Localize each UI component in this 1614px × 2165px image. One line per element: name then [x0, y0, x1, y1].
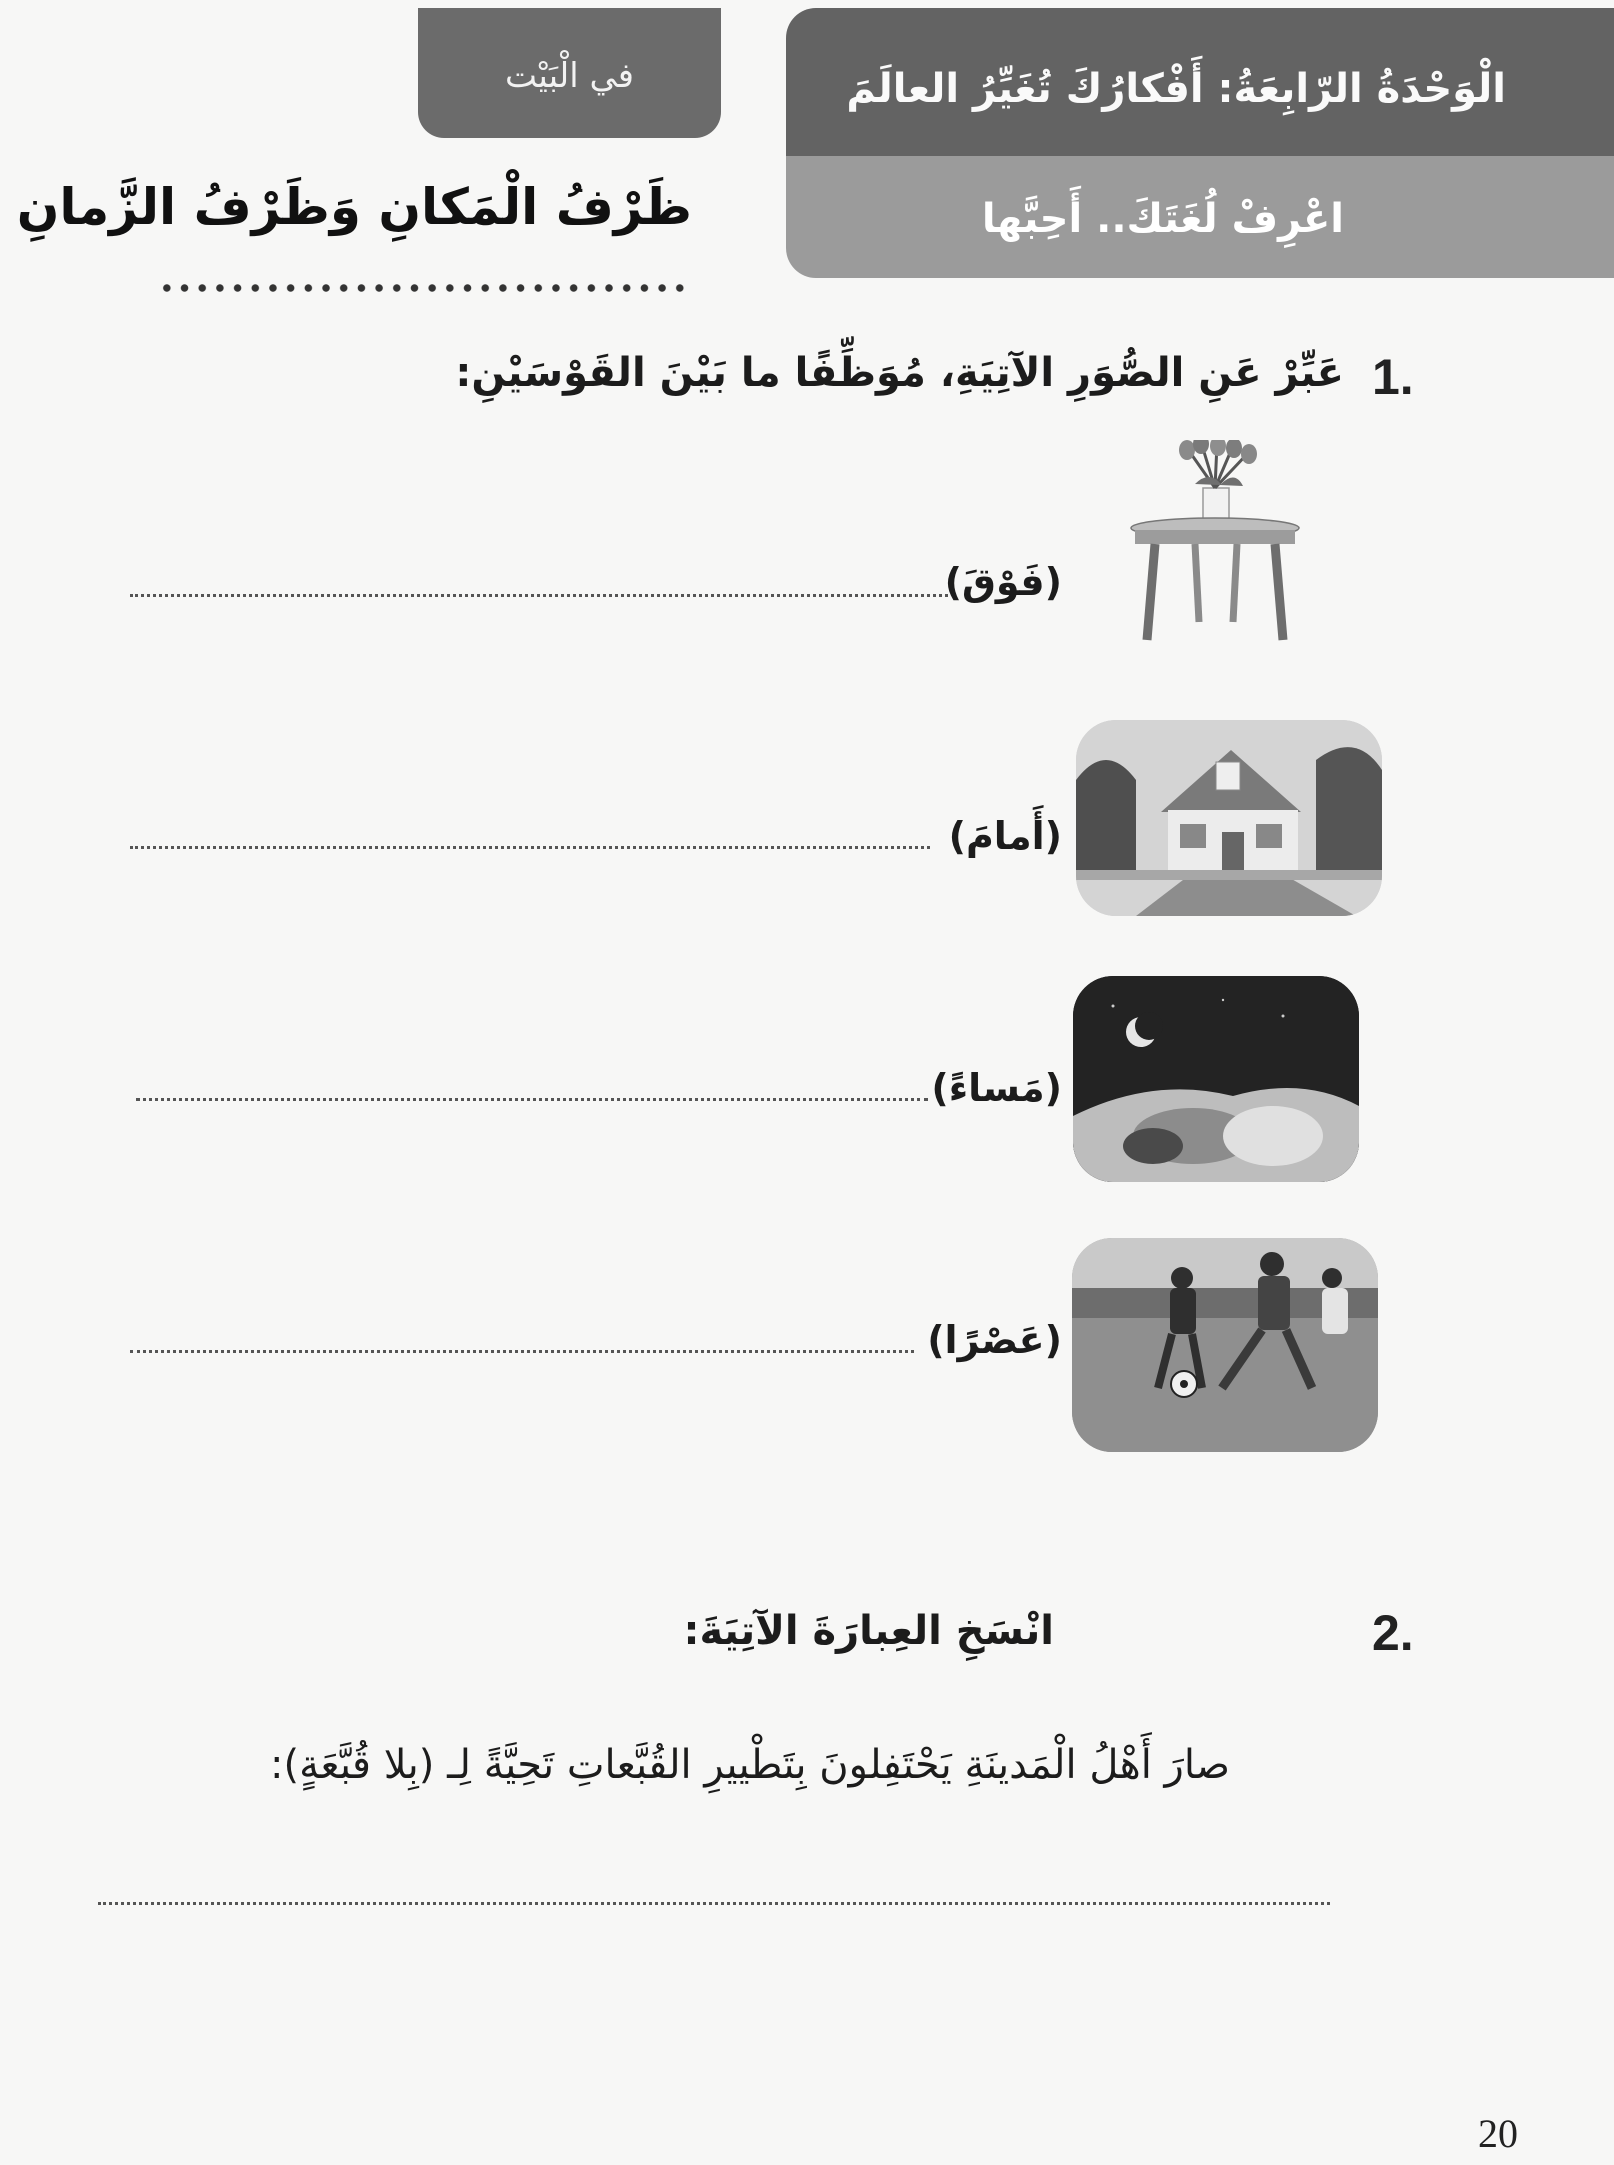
flower-vase: [1179, 440, 1257, 526]
sentence-to-copy: صارَ أَهْلُ الْمَدينَةِ يَحْتَفِلونَ بِتَطْييرِ القُبَّعاتِ تَحِيَّةً لِـ (بِلا قُبَّعَةٍ):: [270, 1742, 1230, 1788]
football-image: [1072, 1238, 1378, 1452]
question-2-prompt: انْسَخِ العِبارَةَ الآتِيَةَ:: [683, 1608, 1054, 1654]
cue-above: (فَوْقَ): [944, 560, 1062, 604]
answer-line-1[interactable]: [130, 594, 948, 597]
cue-afternoon: (عَصْرًا): [927, 1318, 1062, 1362]
question-1-prompt: عَبِّرْ عَنِ الصُّوَرِ الآتِيَةِ، مُوَظِّفًا ما بَيْنَ القَوْسَيْنِ:: [455, 350, 1344, 396]
unit-subtitle: اعْرِفْ لُغَتَكَ.. أَحِبَّها: [981, 196, 1344, 242]
page-number: 20: [1478, 2111, 1518, 2156]
sleeping-child-image: [1073, 976, 1359, 1182]
answer-line-4[interactable]: [130, 1350, 914, 1353]
cue-in-front: (أَمامَ): [948, 814, 1062, 858]
house-image: [1076, 720, 1382, 916]
wooden-table: [1131, 518, 1299, 640]
cue-evening: (مَساءً): [931, 1066, 1062, 1110]
question-2-number: 2.: [1372, 1605, 1414, 1661]
lesson-title: ظَرْفُ الْمَكانِ وَظَرْفُ الزَّمانِ: [16, 178, 692, 236]
answer-line-2[interactable]: [130, 846, 930, 849]
title-dotted-underline: [158, 282, 688, 294]
answer-line-copy[interactable]: [98, 1902, 1330, 1905]
answer-line-3[interactable]: [136, 1098, 928, 1101]
question-1-number: 1.: [1372, 349, 1414, 405]
home-section-label: في الْبَيْت: [504, 56, 635, 96]
unit-title: الْوَحْدَةُ الرّابِعَةُ: أَفْكارُكَ تُغَيِّرُ العالَمَ: [846, 66, 1506, 112]
table-with-flowers-image: [1125, 440, 1305, 645]
